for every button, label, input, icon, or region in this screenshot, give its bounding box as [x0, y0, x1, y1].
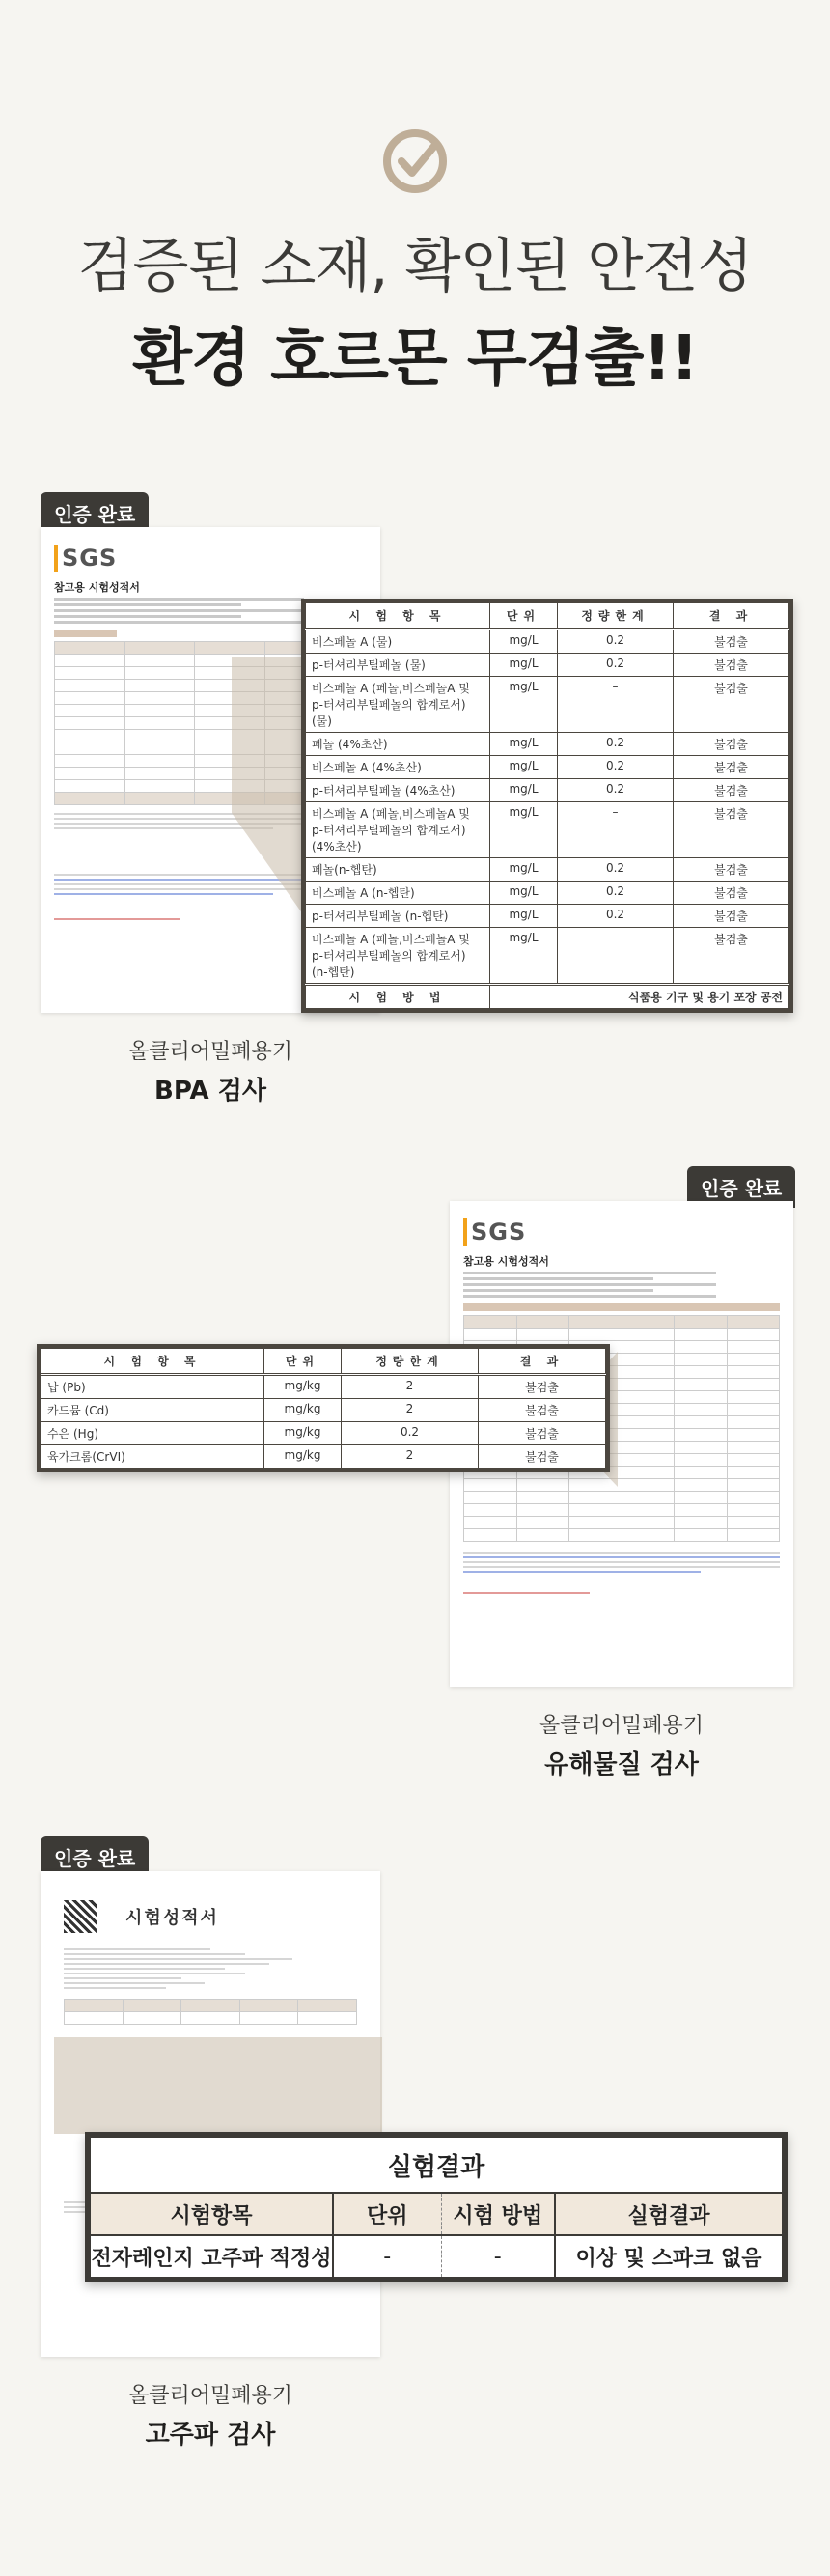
cell-unit: mg/L	[490, 733, 558, 756]
cell-limit: 2	[342, 1399, 479, 1422]
cell-result: 불검출	[674, 630, 789, 654]
cell-limit: –	[558, 677, 674, 733]
sgs-logo: SGS	[62, 545, 118, 572]
headline-line1: 검증된 소재, 확인된 안전성	[77, 233, 753, 300]
table-row	[42, 1375, 606, 1399]
col-header-limit: 정량한계	[558, 603, 674, 630]
col-header-result: 결 과	[674, 603, 789, 630]
cell-result: 불검출	[479, 1422, 606, 1445]
cell-unit: mg/L	[490, 858, 558, 882]
report-title: 참고용 시험성적서	[463, 1255, 549, 1268]
table-row	[306, 882, 789, 905]
cell-limit: 2	[342, 1445, 479, 1469]
table-row	[306, 733, 789, 756]
cell-limit: 0.2	[342, 1422, 479, 1445]
caption-test: BPA 검사	[154, 1077, 266, 1106]
cell-item: p-터셔리부틸페놀 (n-헵탄)	[306, 905, 490, 928]
table-row	[306, 905, 789, 928]
report-title: 참고용 시험성적서	[54, 581, 140, 594]
result-cell-item: 전자레인지 고주파 적정성	[90, 2235, 333, 2278]
caption-test: 고주파 검사	[145, 2421, 276, 2450]
col-header-result: 결 과	[479, 1349, 606, 1375]
cell-limit: 2	[342, 1375, 479, 1399]
sgs-logo: SGS	[471, 1218, 527, 1246]
caption-test: 유해물질 검사	[544, 1750, 699, 1779]
cell-result: 불검출	[674, 928, 789, 985]
table-row	[42, 1422, 606, 1445]
col-header-item: 시 험 항 목	[42, 1349, 264, 1375]
cell-item: 페놀(n-헵탄)	[306, 858, 490, 882]
certified-badge: 인증 완료	[687, 1166, 795, 1208]
cell-limit: 0.2	[558, 756, 674, 779]
cell-unit: mg/L	[490, 882, 558, 905]
cell-item: 납 (Pb)	[42, 1375, 264, 1399]
table-row	[306, 630, 789, 654]
cell-unit: mg/kg	[264, 1445, 342, 1469]
table-row	[306, 756, 789, 779]
cell-unit: mg/L	[490, 630, 558, 654]
method-value: 식품용 기구 및 용기 포장 공전	[490, 985, 789, 1009]
table-row	[306, 858, 789, 882]
cell-item: p-터셔리부틸페놀 (물)	[306, 654, 490, 677]
table-row	[42, 1445, 606, 1469]
cell-limit: 0.2	[558, 733, 674, 756]
cell-result: 불검출	[674, 882, 789, 905]
table-row	[306, 802, 789, 858]
cell-result: 불검출	[674, 733, 789, 756]
col-header-unit: 단위	[333, 2193, 441, 2235]
cell-result: 불검출	[674, 802, 789, 858]
cell-unit: mg/L	[490, 654, 558, 677]
cell-item: 비스페놀 A (물)	[306, 630, 490, 654]
headline-line2: 환경 호르몬 무검출!!	[132, 323, 698, 395]
result-cell-result: 이상 및 스파크 없음	[555, 2235, 783, 2278]
table-row	[306, 677, 789, 733]
cell-unit: mg/L	[490, 928, 558, 985]
check-circle-icon	[381, 127, 449, 195]
cell-item: 육가크롬(CrVI)	[42, 1445, 264, 1469]
cell-item: 비스페놀 A (페놀,비스페놀A 및 p-터셔리부틸페놀의 합계로서) (n-헵탄)	[306, 928, 490, 985]
cell-item: 비스페놀 A (n-헵탄)	[306, 882, 490, 905]
cell-item: p-터셔리부틸페놀 (4%초산)	[306, 779, 490, 802]
cell-item: 비스페놀 A (페놀,비스페놀A 및 p-터셔리부틸페놀의 합계로서) (4%초산)	[306, 802, 490, 858]
bpa-zoom-table	[301, 599, 793, 1013]
table-row	[306, 928, 789, 985]
col-header-item: 시험항목	[90, 2193, 333, 2235]
cell-result: 불검출	[674, 677, 789, 733]
cell-unit: mg/kg	[264, 1422, 342, 1445]
col-header-method: 시험 방법	[441, 2193, 555, 2235]
col-header-unit: 단위	[490, 603, 558, 630]
caption-product: 올클리어밀폐용기	[539, 1714, 705, 1738]
cell-unit: mg/kg	[264, 1399, 342, 1422]
cell-item: 페놀 (4%초산)	[306, 733, 490, 756]
caption-product: 올클리어밀폐용기	[127, 2384, 293, 2408]
cell-item: 카드뮴 (Cd)	[42, 1399, 264, 1422]
col-header-unit: 단위	[264, 1349, 342, 1375]
metals-zoom-table	[37, 1344, 610, 1472]
cell-item: 수은 (Hg)	[42, 1422, 264, 1445]
cell-limit: 0.2	[558, 905, 674, 928]
qr-code-icon	[64, 1900, 97, 1933]
cell-unit: mg/L	[490, 756, 558, 779]
caption-product: 올클리어밀폐용기	[127, 1040, 293, 1064]
result-table-title: 실험결과	[90, 2137, 783, 2193]
cell-unit: mg/L	[490, 779, 558, 802]
table-row	[306, 654, 789, 677]
zoom-wedge	[54, 2037, 382, 2134]
cell-result: 불검출	[674, 858, 789, 882]
result-cell-unit: -	[333, 2235, 441, 2278]
table-row	[306, 779, 789, 802]
radio-result-table	[85, 2132, 788, 2282]
col-header-result: 실험결과	[555, 2193, 783, 2235]
cell-result: 불검출	[674, 905, 789, 928]
cell-unit: mg/kg	[264, 1375, 342, 1399]
method-label: 시 험 방 법	[306, 985, 490, 1009]
certified-badge: 인증 완료	[41, 1836, 149, 1878]
cell-limit: 0.2	[558, 882, 674, 905]
cell-limit: –	[558, 802, 674, 858]
cell-item: 비스페놀 A (4%초산)	[306, 756, 490, 779]
cell-limit: 0.2	[558, 654, 674, 677]
result-cell-method: -	[441, 2235, 555, 2278]
cell-unit: mg/L	[490, 677, 558, 733]
cell-result: 불검출	[674, 756, 789, 779]
cell-result: 불검출	[479, 1375, 606, 1399]
col-header-limit: 정량한계	[342, 1349, 479, 1375]
cell-result: 불검출	[479, 1399, 606, 1422]
cell-result: 불검출	[674, 654, 789, 677]
report-title: 시험성적서	[125, 1908, 219, 1928]
cell-result: 불검출	[674, 779, 789, 802]
cell-unit: mg/L	[490, 905, 558, 928]
cell-limit: 0.2	[558, 779, 674, 802]
cell-limit: 0.2	[558, 630, 674, 654]
cell-item: 비스페놀 A (페놀,비스페놀A 및 p-터셔리부틸페놀의 합계로서) (물)	[306, 677, 490, 733]
cell-result: 불검출	[479, 1445, 606, 1469]
certified-badge: 인증 완료	[41, 492, 149, 534]
table-row	[42, 1399, 606, 1422]
cell-unit: mg/L	[490, 802, 558, 858]
cell-limit: 0.2	[558, 858, 674, 882]
col-header-item: 시 험 항 목	[306, 603, 490, 630]
cell-limit: –	[558, 928, 674, 985]
